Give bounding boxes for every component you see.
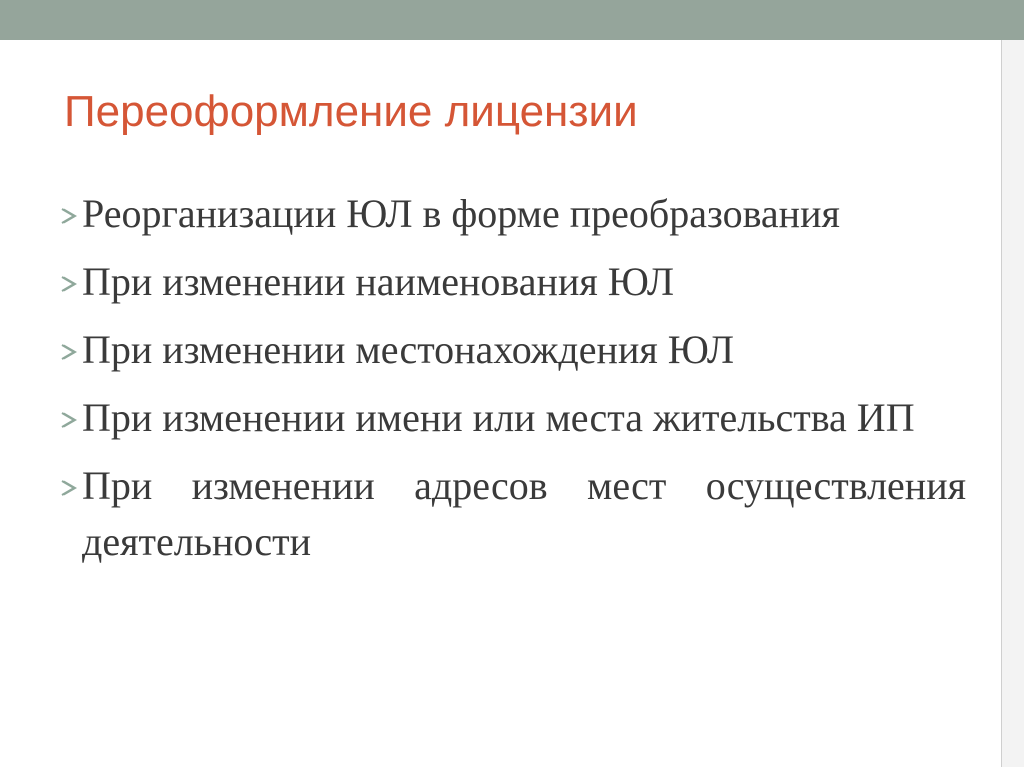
arrow-chevron-icon [60, 344, 78, 360]
slide-title: Переоформление лицензии [64, 87, 638, 136]
arrow-chevron-icon [60, 276, 78, 292]
bullet-text: При изменении местонахождения ЮЛ [82, 327, 734, 372]
arrow-chevron-icon [60, 412, 78, 428]
top-accent-bar [0, 0, 1024, 40]
bullet-item [60, 322, 966, 378]
bullet-item [60, 458, 966, 570]
bullet-text: При изменении наименования ЮЛ [82, 259, 674, 304]
bullet-text: Реорганизации ЮЛ в форме преобразования [82, 191, 840, 236]
bullet-item [60, 390, 966, 446]
bullet-item [60, 254, 966, 310]
bullet-text: При изменении имени или места жительства ИП [82, 395, 915, 440]
arrow-chevron-icon [60, 208, 78, 224]
arrow-chevron-icon [60, 480, 78, 496]
right-edge-strip [1001, 40, 1024, 767]
bullet-item [60, 186, 966, 242]
bullet-text: При изменении адресов мест осуществления деятельности [82, 463, 966, 564]
bullet-list [60, 186, 966, 582]
